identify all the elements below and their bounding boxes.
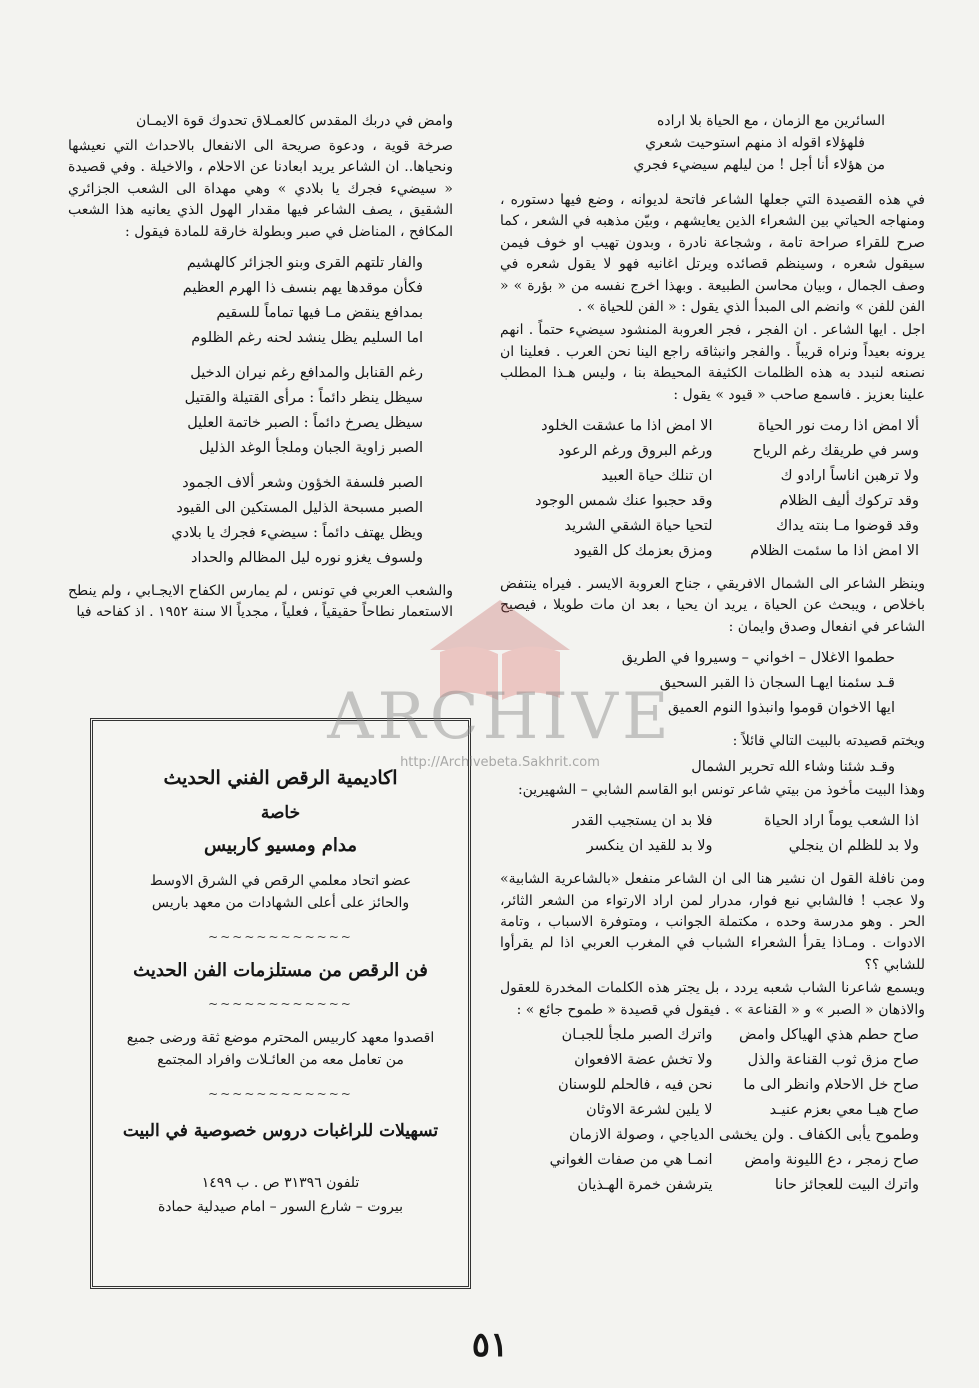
ad-note-line: من تعامل معه من العائـلات وافراد المجتمع	[157, 1052, 404, 1068]
verse-block	[500, 1023, 925, 1198]
left-column	[68, 110, 453, 626]
poem-stanza	[68, 361, 453, 461]
verse-line: ايها الاخوان قوموا وانبذوا النوم العميق	[667, 700, 895, 717]
intro-line: السائرين مع الزمان ، مع الحياة بلا اراده	[657, 113, 885, 129]
verse-line: الصبر مسبحة الذليل المستكين الى القيود	[176, 500, 423, 517]
hemistich: واترك الصبر ملجأ للجبـان	[561, 1026, 713, 1043]
hemistich: صاح حطم هذي الهياكل وامض	[738, 1026, 919, 1043]
verse-row	[500, 1048, 925, 1073]
ornament-divider: ~~~~~~~~~~~~	[208, 997, 353, 1011]
ad-note	[93, 1027, 468, 1071]
verse-line: فكأن موقدها يهم بنسف ذا الهرم العظيم	[182, 280, 423, 297]
verse-row	[500, 1023, 925, 1048]
hemistich: وقد حجبوا عنك شمس الوجود	[535, 493, 713, 510]
paragraph: ويسمع شاعرنا الشاب شعبه يردد ، بل يجتر هذه الكلمات المخدرة للعقول والاذهان « الصبر » و « القناعة » . فيقول في قصيدة « طموح جائع » :	[500, 980, 925, 1018]
hemistich: وقد تركوك أليف الظلام	[779, 493, 919, 510]
verse-line: ولسوف يغزو نوره ليل المظالم والحداد	[191, 550, 423, 567]
verse-line: الصبر زاوية الجبان وملجأ الوغد الذليل	[199, 440, 423, 457]
page-number: ٥١	[471, 1325, 509, 1365]
intro-line: فلهؤلاء اقوله اذ منهم استوحيت شعري	[645, 135, 865, 151]
hemistich: ولا بد للظلم ان ينجلي	[788, 838, 919, 855]
ad-note-line: اقصدوا معهد كاربيس المحترم موضع ثقة ورضى جميع	[126, 1030, 435, 1046]
hemistich: الا امض اذا ما سئمت الظلام	[750, 543, 919, 560]
right-column	[500, 110, 925, 1198]
verse-line: سيظل ينظر دائماً : مرأى القتيلة والقتيل	[184, 390, 423, 407]
verse-line: حطموا الاغلال – اخواني – وسيروا في الطريق	[621, 650, 895, 667]
ad-subtitle: خاصة	[260, 803, 301, 823]
verse-row	[500, 1148, 925, 1173]
hemistich: الا امض اذا ما عشقت الخلود	[541, 418, 713, 435]
poem-stanza	[68, 251, 453, 351]
ad-desc-line: والحائز على أعلى الشهادات من معهد باريس	[151, 895, 410, 911]
watermark-text: ARCHIVE	[327, 680, 673, 754]
paragraph: وينظر الشاعر الى الشمال الافريقي ، جناح العروبة الايسر . فيراه ينتفض باخلاص ، ويبحث عن الحياة ، يريد ان يحيا ، بعد ان مات طويلا ، فيصيح الشاعر في انفعال وصدق وايمان :	[500, 576, 925, 635]
verse-row	[500, 1173, 925, 1198]
hemistich: وطموح يأبى الكفاف . ولن يخشى الدياجي ، وصولة الازمان	[569, 1126, 919, 1143]
hemistich: وقد قوضوا مـا بنته يداك	[776, 518, 919, 535]
verse-row	[500, 514, 925, 539]
verse-line: قـد سئمنا ايهـا السجان ذا القبر السحيق	[659, 675, 895, 692]
hemistich: صاح خل الاحلام وانظر الى ما	[743, 1076, 919, 1093]
verse-line: اما السليم يظل ينشد لحنه رغم الظلوم	[191, 330, 423, 347]
verse-block	[500, 809, 925, 859]
hemistich: ولا تخش عضة الافعوان	[574, 1051, 713, 1068]
hemistich: لا يلين لشرعة الاوثان	[585, 1101, 713, 1118]
verse-line: سيظل يصرخ دائماً : الصبر خاتمة العليل	[187, 415, 423, 432]
opening-verse: وامض في دربك المقدس كالعمـلاق تحدوك قوة الايمـان	[136, 113, 453, 129]
ad-slogan: فن الرقص من مستلزمات الفن الحديث	[133, 960, 428, 981]
paragraph: ويختم قصيدته بالبيت التالي قائلاً :	[732, 733, 925, 750]
ad-names: مدام ومسيو كاربيس	[203, 835, 358, 856]
intro-verses	[500, 110, 925, 176]
hemistich: صاح هيـا معي بعزم عنيـد	[769, 1101, 919, 1118]
hemistich: فلا بد ان يستجيب القدر	[572, 813, 713, 830]
paragraph: ومن نافلة القول ان نشير هنا الى ان الشاعر منفعل «بالشاعرية الشابية» ولا عجب ! فالشابي نبع فوار، مدرار لمن اراد الارتواء من الشعر الثائر، الحر . وهو مدرسة وحده ، مكتملة الجوانب ، ومتوفرة الاسباب ، وتامة الادوات . ومـاذا يقرأ الشعراء الشباب في المغرب العربي اذا لم يقرأوا للشابي ؟؟	[500, 871, 925, 973]
verse-line: وقـد شئنا وشاء الله تحرير الشمال	[691, 758, 895, 775]
hemistich: ورغم البروق ورغم الرعود	[558, 443, 713, 460]
verse-block	[500, 414, 925, 564]
hemistich: اذا الشعب يوماً اراد الحياة	[764, 813, 919, 830]
ad-lessons: تسهيلات للراغبات دروس خصوصية في البيت	[122, 1121, 439, 1141]
intro-line: من هؤلاء أنا أجل ! من ليلهم سيضيء فجري	[633, 157, 885, 173]
verse-row	[500, 464, 925, 489]
paragraph: في هذه القصيدة التي جعلها الشاعر فاتحة لديوانه ، وضع فيها دستوره ، ومنهاجه الحياتي بين الشعراء الذين يعايشهم ، وبيّن مذهبه في الشعر ، كما صرح للقراء صراحة تامة ، وشجاعة نادرة ، وبدون تهيب او خوف فيمن سيقول شعره ، وسينظم قصائده ويرتل اغانيه فهو لا يقول شعره في وصف الجمال ، وبيان محاسن الطبيعة . وبهذا اخرج نفسه من « بؤرة » « الفن للفن » وانضم الى المبدأ الذي يقول : « الفن للحياة » .	[500, 192, 925, 316]
verse-line: رغم القنابل والمدافع رغم نيران الدخيل	[190, 365, 423, 382]
hemistich	[506, 1123, 569, 1148]
verse-row	[500, 809, 925, 834]
hemistich: انمـا هي من صفات الغواني	[549, 1151, 713, 1168]
watermark-url: http://Archivebeta.Sakhrit.com	[400, 755, 600, 770]
hemistich: وسر في طريقك رغم الرياح	[752, 443, 919, 460]
hemistich: صاح زمجر ، دع الليونة وامض	[744, 1151, 919, 1168]
paragraph: والشعب العربي في تونس ، لم يمارس الكفاح الايجـابي ، ولم ينطح الاستعمار نطاحاً حقيقياً ، فعلياً ، مجدياً الا سنة ١٩٥٢ . اذ كفاحه فيا	[68, 583, 453, 621]
hemistich: يترشفن خمرة الهـذيان	[577, 1176, 713, 1193]
hemistich: واترك البيت للعجائز حانا	[774, 1176, 919, 1193]
verse-row	[500, 414, 925, 439]
ad-address: بيروت – شارع السور – امام صيدلية حمادة	[157, 1199, 404, 1215]
verse-line: ويظل يهتف دائماً : سيضيء فجرك يا بلادي	[171, 525, 423, 542]
ornament-divider: ~~~~~~~~~~~~	[208, 1087, 353, 1101]
ornament-divider: ~~~~~~~~~~~~	[208, 930, 353, 944]
advertisement-box	[90, 718, 471, 1289]
hemistich: ألا امض اذا رمت نور الحياة	[757, 418, 919, 435]
verse-row	[500, 1123, 925, 1148]
poem-stanza	[68, 471, 453, 571]
paragraph: وهذا البيت مأخوذ من بيتي شاعر تونس ابو القاسم الشابي – الشهيرين:	[517, 781, 925, 798]
verse-line: بمدافع ينقض مـا فيها تماماً للسقيم	[216, 305, 423, 322]
verse-line: والفار تلتهم القرى وبنو الجزائر كالهشيم	[186, 255, 423, 272]
verse-line: الصبر فلسفة الخؤون وشعر ألاف الجمود	[182, 475, 423, 492]
paragraph: صرخة قوية ، ودعوة صريحة الى الانفعال بالاحداث التي نعيشها ونحياها.. ان الشاعر يريد ابعادنا عن الاحلام ، والاخيلة . وفي قصيدة « سيضيء فجرك يا بلادي » وهي مهداة الى الشعب الجزائري الشقيق ، يصف الشاعر فيها مقدار الهول الذي يعانيه هذا الشعب المكافح ، المناضل في صبر وبطولة خارقة للمادة فيقول :	[68, 138, 453, 240]
hemistich: ومزق بعزمك كل القيود	[573, 543, 713, 560]
verse-row	[500, 1098, 925, 1123]
hemistich: لتحيا حياة الشقي الشريد	[564, 518, 713, 535]
ad-description	[93, 870, 468, 914]
verse-row	[500, 834, 925, 859]
hemistich: نحن فيه ، فالحلم للوسنان	[557, 1076, 713, 1093]
verse-row	[500, 489, 925, 514]
ad-phone: تلفون ٣١٣٩٦ ص . ب ١٤٩٩	[201, 1175, 360, 1191]
hemistich: ان تنلك حياة العبيد	[601, 468, 713, 485]
hemistich: صاح مزق ثوب القناعة والذل	[747, 1051, 919, 1068]
hemistich: ولا ترهبن اناساً ارادو ك	[780, 468, 919, 485]
ad-desc-line: عضو اتحاد معلمي الرقص في الشرق الاوسط	[149, 873, 412, 889]
paragraph: اجل . ايها الشاعر . ان الفجر ، فجر العروبة المنشود سيضيء حتماً . انهم يرونه بعيداً ونراه قريباً . والفجر وانبثاقه راجع الينا نحن العرب . فعلينا ان نصنعه لنبدد به هذه الظلمات الكثيفة المحيطة بنا ، وليس هـذا المطلب علينا بعزيز . فاسمع صاحب « قيود » يقول :	[500, 322, 925, 403]
verse-row	[500, 539, 925, 564]
hemistich: ولا بد للقيد ان ينكسر	[586, 838, 713, 855]
verse-row	[500, 439, 925, 464]
ad-title: اكاديمية الرقص الفني الحديث	[163, 767, 398, 789]
verse-row	[500, 1073, 925, 1098]
